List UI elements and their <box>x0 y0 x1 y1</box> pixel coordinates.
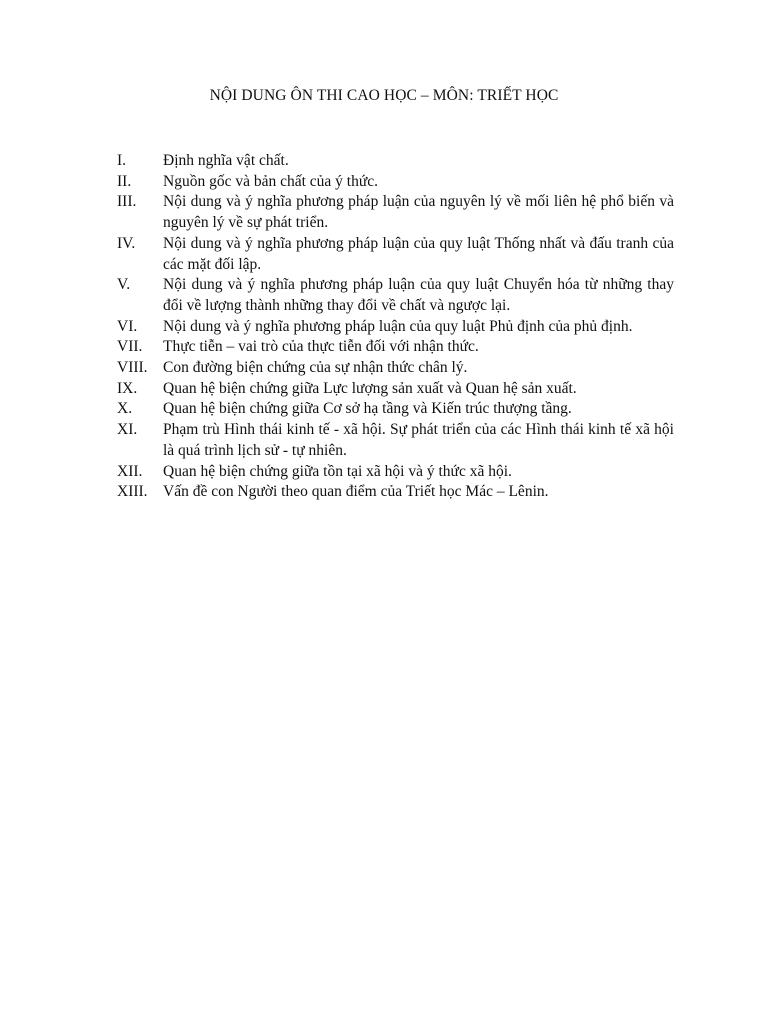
list-item <box>117 399 674 420</box>
item-number: XIII. <box>117 483 148 501</box>
list-item <box>117 192 674 233</box>
item-number: IV. <box>117 234 136 252</box>
document-title: NỘI DUNG ÔN THI CAO HỌC – MÔN: TRIẾT HỌC <box>209 87 559 104</box>
list-item <box>117 317 674 338</box>
item-number: XI. <box>117 421 138 439</box>
list-item <box>117 482 674 503</box>
item-text: Nội dung và ý nghĩa phương pháp luận của quy luật Thống nhất và đấu tranh của các mặt đối lập. <box>163 234 674 273</box>
item-number: V. <box>117 276 131 294</box>
item-text: Phạm trù Hình thái kinh tế - xã hội. Sự phát triển của các Hình thái kinh tế xã hội là quá trình lịch sử - tự nhiên. <box>163 421 674 459</box>
item-text: Con đường biện chứng của sự nhận thức chân lý. <box>163 359 468 377</box>
item-text: Vấn đề con Người theo quan điểm của Triết học Mác – Lênin. <box>163 483 549 501</box>
item-number: VI. <box>117 317 138 335</box>
list-item <box>117 234 674 275</box>
item-text: Nội dung và ý nghĩa phương pháp luận của quy luật Chuyển hóa từ những thay đổi về lượng thành những thay đổi về chất và ngược lại. <box>163 276 674 314</box>
item-number: III. <box>117 193 137 211</box>
item-number: IX. <box>117 379 138 397</box>
topic-list <box>117 151 674 503</box>
item-text: Thực tiễn – vai trò của thực tiễn đối với nhận thức. <box>163 338 479 356</box>
item-number: VII. <box>117 338 143 356</box>
list-item <box>117 172 674 193</box>
item-number: VIII. <box>117 359 148 377</box>
list-item <box>117 337 674 358</box>
list-item <box>117 379 674 400</box>
item-text: Quan hệ biện chứng giữa Lực lượng sản xuất và Quan hệ sản xuất. <box>163 379 577 397</box>
list-item <box>117 462 674 483</box>
item-text: Quan hệ biện chứng giữa Cơ sở hạ tầng và Kiến trúc thượng tầng. <box>163 400 572 418</box>
list-item <box>117 358 674 379</box>
item-number: II. <box>117 172 132 190</box>
item-text: Định nghĩa vật chất. <box>163 152 289 169</box>
item-number: I. <box>117 152 127 169</box>
item-number: X. <box>117 400 133 418</box>
item-text: Nội dung và ý nghĩa phương pháp luận của nguyên lý về mối liên hệ phổ biến và nguyên lý về sự phát triển. <box>163 193 674 232</box>
list-item <box>117 151 674 172</box>
item-text: Quan hệ biện chứng giữa tồn tại xã hội và ý thức xã hội. <box>163 462 512 480</box>
item-text: Nội dung và ý nghĩa phương pháp luận của quy luật Phủ định của phủ định. <box>163 317 633 335</box>
item-text: Nguồn gốc và bản chất của ý thức. <box>163 172 378 190</box>
list-item <box>117 275 674 316</box>
item-number: XII. <box>117 462 143 480</box>
list-item <box>117 420 674 461</box>
